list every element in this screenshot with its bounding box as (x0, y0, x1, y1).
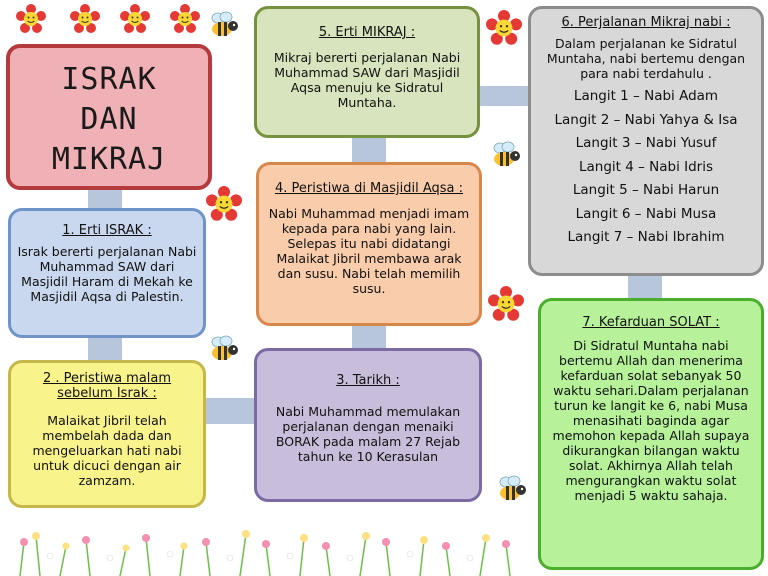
langit-item: Langit 7 – Nabi Ibrahim (567, 229, 725, 245)
title-line-1: ISRAK (61, 62, 157, 97)
box6-body: Dalam perjalanan ke Sidratul Muntaha, nabi bertemu dengan para nabi terdahulu . (546, 36, 746, 81)
connector-box5-box6 (478, 86, 530, 106)
langit-list (531, 85, 761, 250)
smiley-flower-icon (486, 10, 522, 46)
langit-item: Langit 4 – Nabi Idris (578, 158, 714, 175)
box-erti-mikraj (254, 6, 480, 138)
box3-heading: 3. Tarikh : (336, 373, 400, 388)
langit-item: Langit 2 – Nabi Yahya & Isa (554, 111, 738, 128)
box2-heading: 2 . Peristiwa malam sebelum Israk : (42, 371, 172, 401)
bee-icon (488, 140, 522, 170)
box4-body: Nabi Muhammad menjadi imam kepada para nabi yang lain. Selepas itu nabi didatangi Malaikat Jibril membawa arak dan susu. Nabi telah memilih susu. (268, 206, 470, 296)
title-line-2: DAN (80, 102, 138, 137)
box-perjalanan-mikraj (528, 6, 764, 276)
meadow-flowers-decoration (0, 512, 768, 576)
box-peristiwa-masjidil-aqsa (256, 162, 482, 326)
bee-icon (206, 334, 240, 364)
box4-heading: 4. Peristiwa di Masjidil Aqsa : (274, 181, 464, 196)
smiley-flower-icon (488, 286, 524, 322)
title-line-3: MIKRAJ (51, 142, 167, 177)
langit-item: Langit 3 – Nabi Yusuf (575, 135, 717, 151)
smiley-flower-icon (206, 186, 242, 222)
connector-box1-box2 (88, 336, 122, 362)
langit-item: Langit 6 – Nabi Musa (575, 205, 717, 222)
connector-box6-box7 (628, 274, 662, 300)
box-tarikh (254, 348, 482, 502)
box1-body: Israk bererti perjalanan Nabi Muhammad SAW dari Masjidil Haram di Mekah ke Masjidil Aqsa di Palestin. (17, 244, 197, 304)
box1-heading: 1. Erti ISRAK : (62, 223, 152, 238)
smiley-flower-icon (16, 4, 46, 34)
smiley-flower-icon (70, 4, 100, 34)
connector-box2-box3 (204, 398, 256, 424)
smiley-flower-icon (120, 4, 150, 34)
connector-box4-box5 (352, 136, 386, 164)
box5-body: Mikraj bererti perjalanan Nabi Muhammad SAW dari Masjidil Aqsa menuju ke Sidratul Muntaha. (273, 50, 461, 110)
box2-body: Malaikat Jibril telah membelah dada dan mengeluarkan hati nabi untuk dicuci dengan air zamzam. (32, 413, 182, 488)
langit-item: Langit 5 – Nabi Harun (572, 182, 720, 198)
box3-body: Nabi Muhammad memulakan perjalanan dengan menaiki BORAK pada malam 27 Rejab tahun ke 10 Kerasulan (275, 404, 461, 464)
box-erti-israk (8, 208, 206, 338)
bee-icon (206, 10, 240, 40)
box7-heading: 7. Kefarduan SOLAT : (582, 315, 720, 330)
smiley-flower-icon (170, 4, 200, 34)
box6-heading: 6. Perjalanan Mikraj nabi : (561, 15, 731, 30)
box7-body: Di Sidratul Muntaha nabi bertemu Allah dan menerima kefarduan solat sebanyak 50 waktu sehari.Dalam perjalanan turun ke langit ke 6, nabi Musa menasihati baginda agar memohon kepada Allah supaya dikurangkan bilangan waktu solat. Akhirnya Allah telah mengurangkan waktu solat menjadi 5 waktu sahaja. (552, 338, 750, 503)
box-peristiwa-sebelum-israk (8, 360, 206, 508)
connector-box3-box4 (352, 324, 386, 350)
title-box (6, 44, 212, 190)
box5-heading: 5. Erti MIKRAJ : (318, 25, 416, 40)
langit-item: Langit 1 – Nabi Adam (573, 88, 719, 104)
bee-icon (494, 474, 528, 504)
